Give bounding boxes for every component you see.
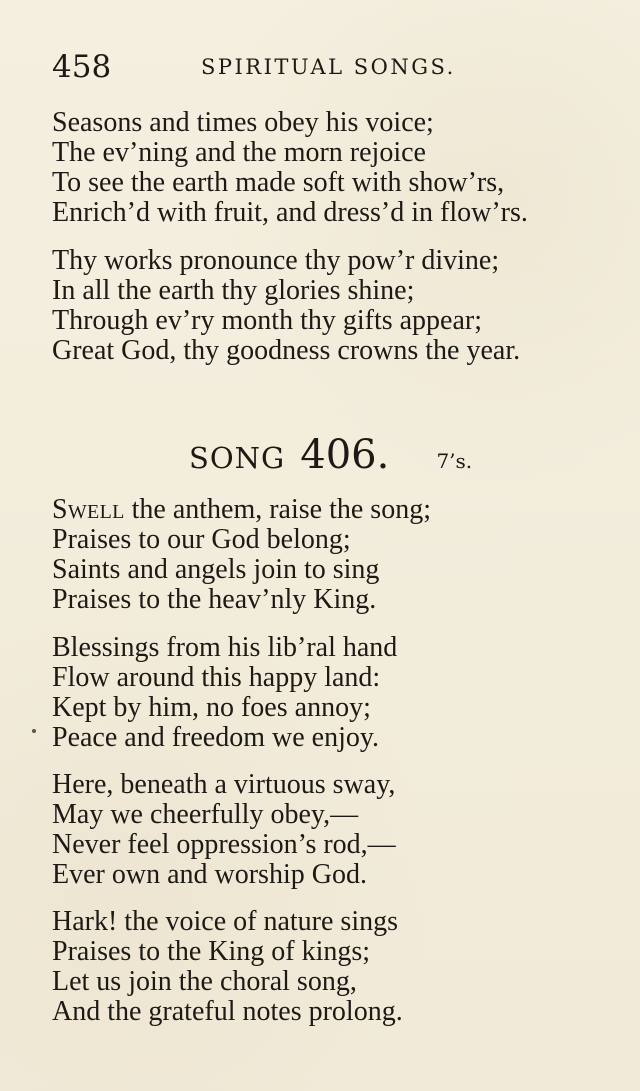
stanza-6	[52, 907, 612, 1027]
stanza-4	[52, 633, 612, 753]
verse-line: Here, beneath a virtuous sway,	[52, 769, 396, 800]
verse-line: Praises to the King of kings;	[52, 936, 371, 967]
first-line-rest: the anthem, raise the song;	[124, 494, 431, 525]
page-number: 458	[52, 49, 112, 85]
verse-line: Praises to our God belong;	[52, 524, 351, 555]
verse-line: Flow around this happy land:	[52, 662, 381, 693]
verse-line: Never feel oppression’s rod,—	[52, 829, 396, 860]
verse-line: And the grateful notes prolong.	[52, 996, 403, 1027]
stanza-3	[52, 495, 612, 615]
verse-line: Great God, thy goodness crowns the year.	[52, 335, 521, 366]
verse-line: Hark! the voice of nature sings	[52, 906, 398, 937]
verse-line: Praises to the heav’nly King.	[52, 584, 377, 615]
song-heading	[189, 432, 509, 480]
song-label: SONG	[189, 441, 286, 475]
verse-line: Through ev’ry month thy gifts appear;	[52, 305, 483, 336]
verse-line: Blessings from his lib’ral hand	[52, 632, 398, 663]
verse-line: In all the earth thy glories shine;	[52, 275, 415, 306]
stanza-5	[52, 770, 612, 890]
verse-line: Let us join the choral song,	[52, 966, 357, 997]
first-word: Swell	[52, 494, 125, 525]
verse-line: Enrich’d with fruit, and dress’d in flow’rs.	[52, 197, 528, 228]
page-header	[52, 48, 592, 86]
song-meter: 7’s.	[436, 449, 473, 473]
verse-line: The ev’ning and the morn rejoice	[52, 137, 426, 168]
verse-line: To see the earth made soft with show’rs,	[52, 167, 505, 198]
verse-line: May we cheerfully obey,—	[52, 799, 359, 830]
running-head: SPIRITUAL SONGS.	[201, 55, 456, 79]
verse-line: Seasons and times obey his voice;	[52, 107, 434, 138]
verse-line: Ever own and worship God.	[52, 859, 367, 890]
song-number: 406.	[300, 432, 390, 478]
verse-line: Peace and freedom we enjoy.	[52, 722, 380, 753]
verse-line-first	[52, 495, 612, 525]
verse-line: Thy works pronounce thy pow’r divine;	[52, 245, 500, 276]
verse-line: Kept by him, no foes annoy;	[52, 692, 371, 723]
ink-speck	[32, 729, 36, 733]
stanza-1	[52, 108, 612, 228]
verse-line: Saints and angels join to sing	[52, 554, 380, 585]
stanza-2	[52, 246, 612, 366]
